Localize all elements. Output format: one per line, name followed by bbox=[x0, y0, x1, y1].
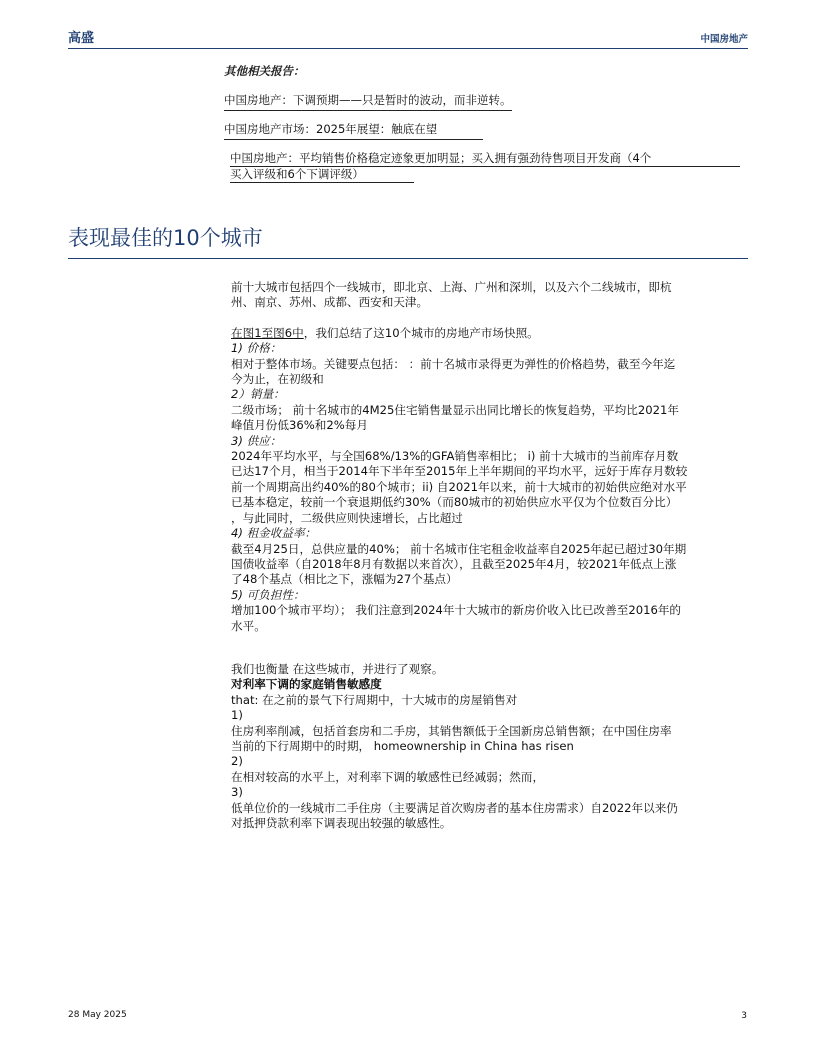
text-line: 低单位价的一线城市二手住房（主要满足首次购房者的基本住房需求）自2022年以来仍 bbox=[231, 800, 678, 815]
text-line: 水平。 bbox=[231, 618, 266, 633]
text-line: ，与此同时，二级供应则快速增长，占比超过 bbox=[231, 510, 463, 525]
header-section-label: 中国房地产 bbox=[700, 34, 748, 45]
figure-reference-text: ，我们总结了这10个城市的房地产市场快照。 bbox=[303, 325, 539, 340]
text-line: that: 在之前的景气下行周期中，十大城市的房屋销售对 bbox=[231, 692, 518, 707]
related-reports bbox=[224, 63, 744, 194]
sensitivity-heading: 对利率下调的家庭销售敏感度 bbox=[231, 677, 382, 692]
heading-volume: 2）销量： bbox=[231, 387, 285, 402]
heading-affordability: 5) 可负担性： bbox=[231, 587, 305, 602]
text-line: 今为止，在初级和 bbox=[231, 372, 324, 387]
body-text bbox=[231, 280, 746, 831]
section-divider bbox=[68, 258, 748, 259]
section-title: 表现最佳的10个城市 bbox=[68, 226, 263, 250]
intro-line: 州、南京、苏州、成都、西安和天津。 bbox=[231, 295, 429, 310]
list-number: 2) bbox=[231, 754, 243, 769]
intro-line: 前十大城市包括四个一线城市，即北京、上海、广州和深圳，以及六个二线城市，即杭 bbox=[231, 280, 672, 294]
related-report-link-3[interactable] bbox=[224, 151, 740, 183]
text-line: 已达17个月，相当于2014年下半年至2015年上半年期间的平均水平，远好于库存月数较 bbox=[231, 464, 688, 479]
text-line: 当前的下行周期中的时期， homeownership in China has risen bbox=[231, 738, 574, 753]
heading-supply: 3) 供应： bbox=[231, 433, 282, 448]
list-number: 3) bbox=[231, 785, 243, 800]
figure-link[interactable]: 在图1至图6中 bbox=[231, 325, 304, 340]
text-line: 对抵押贷款利率下调表现出较强的敏感性。 bbox=[231, 816, 452, 830]
heading-rental-yield: 4) 租金收益率： bbox=[231, 526, 317, 541]
text-line: 前一个周期高出约40%的80个城市；ii) 自2021年以来，前十大城市的初始供应绝对水平 bbox=[231, 479, 687, 494]
text-line: 了48个基点（相比之下，涨幅为27个基点） bbox=[231, 572, 458, 587]
text-line: 峰值月份低36%和2%每月 bbox=[231, 418, 368, 433]
text-line: 相对于整体市场。关键要点包括： ：前十名城市录得更为弹性的价格趋势，截至今年迄 bbox=[231, 356, 676, 371]
related-report-link-3-line-1: 中国房地产：平均销售价格稳定迹象更加明显；买入拥有强劲待售项目开发商（4个 bbox=[230, 151, 740, 167]
text-line: 二级市场； 前十名城市的4M25住宅销售量显示出同比增长的恢复趋势，平均比2021年 bbox=[231, 402, 679, 417]
observation-line: 我们也衡量 在这些城市，并进行了观察。 bbox=[231, 661, 444, 676]
brand-logo-text: 高盛 bbox=[68, 31, 95, 46]
text-line: 在相对较高的水平上，对利率下调的敏感性已经减弱；然而， bbox=[231, 769, 545, 784]
text-line: 国债收益率（自2018年8月有数据以来首次），且截至2025年4月，较2021年低点上涨 bbox=[231, 556, 677, 571]
heading-price: 1) 价格： bbox=[231, 341, 282, 356]
related-reports-title: 其他相关报告： bbox=[224, 64, 305, 78]
text-line: 截至4月25日，总供应量的40%； 前十名城市住宅租金收益率自2025年起已超过30年期 bbox=[231, 541, 687, 556]
figure-reference-line bbox=[231, 326, 746, 341]
related-report-link-2[interactable]: 中国房地产市场：2025年展望：触底在望 bbox=[224, 122, 483, 140]
text-line: 住房利率削减，包括首套房和二手房，其销售额低于全国新房总销售额；在中国住房率 bbox=[231, 723, 672, 738]
text-line: 2024年平均水平，与全国68%/13%的GFA销售率相比； i) 前十大城市的当前库存月数 bbox=[231, 449, 679, 464]
page-number: 3 bbox=[741, 1011, 747, 1021]
related-report-link-3-line-2: 买入评级和6个下调评级） bbox=[230, 167, 414, 183]
footer-date: 28 May 2025 bbox=[68, 1010, 127, 1020]
text-line: 已基本稳定，较前一个衰退期低约30%（而80城市的初始供应水平仅为个位数百分比） bbox=[231, 495, 678, 510]
list-number: 1) bbox=[231, 708, 243, 723]
header-divider bbox=[68, 48, 748, 49]
related-report-link-1[interactable]: 中国房地产：下调预期——只是暂时的波动，而非逆转。 bbox=[224, 93, 512, 111]
text-line: 增加100个城市平均）； 我们注意到2024年十大城市的新房价收入比已改善至2016年的 bbox=[231, 603, 682, 618]
